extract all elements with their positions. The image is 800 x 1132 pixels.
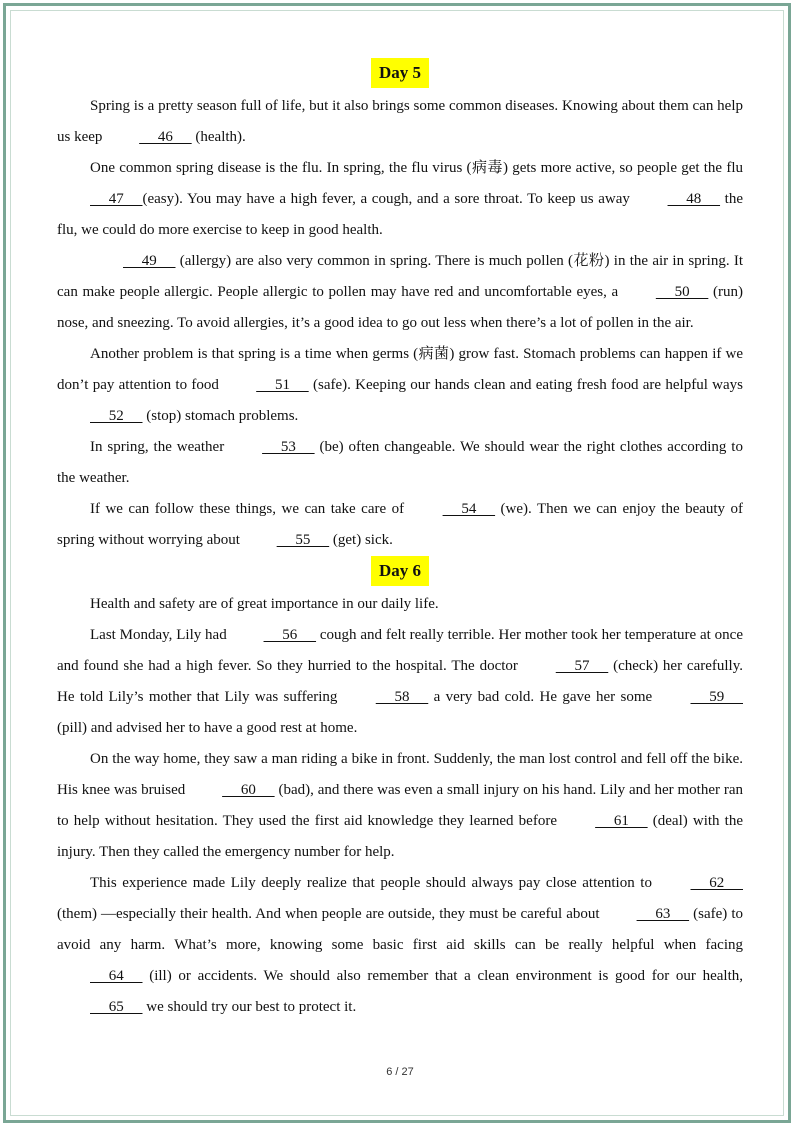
- passage-text: a very bad cold. He gave her some: [428, 689, 658, 705]
- day5-paragraph: [57, 494, 743, 556]
- passage-text: (be) often changeable. We should wear the right clothes according to the weather.: [57, 439, 743, 486]
- passage-text: Another problem is that spring is a time when germs (病菌) grow fast. Stomach problems can happen if we don’t pay attention to food: [57, 346, 743, 393]
- blank-57: 57: [555, 658, 609, 674]
- passage-text: we should try our best to protect it.: [142, 999, 357, 1015]
- day5-passage: [57, 91, 743, 556]
- day5-paragraph: [57, 246, 743, 339]
- day5-title: Day 5: [371, 58, 429, 88]
- day6-paragraph: [57, 744, 743, 868]
- blank-55: 55: [276, 532, 330, 548]
- blank-48: 48: [667, 191, 721, 207]
- day6-title: Day 6: [371, 556, 429, 586]
- passage-text: (run) nose, and sneezing. To avoid allergies, it’s a good idea to go out less when there’s a lot of pollen in the air.: [57, 284, 743, 331]
- blank-46: 46: [139, 129, 192, 145]
- day6-passage: [57, 589, 743, 1023]
- blank-56: 56: [263, 627, 317, 643]
- passage-text: (allergy) are also very common in spring. There is much pollen (花粉) in the air in spring. It can make people allergic. People allergic to pollen may have red and uncomfortable eyes, a: [57, 253, 743, 300]
- blank-47: 47: [90, 191, 143, 207]
- passage-text: (safe). Keeping our hands clean and eating fresh food are helpful ways: [308, 377, 743, 393]
- passage-text: (stop) stomach problems.: [142, 408, 299, 424]
- passage-text: Health and safety are of great importance in our daily life.: [90, 596, 439, 612]
- passage-text: (check) her carefully. He told Lily’s mother that Lily was suffering: [57, 658, 743, 705]
- passage-text: (health).: [191, 129, 246, 145]
- page-number-text: 6 / 27: [386, 1066, 414, 1078]
- day5-paragraph: [57, 91, 743, 153]
- blank-51: 51: [256, 377, 309, 393]
- day5-paragraph: [57, 153, 743, 246]
- blank-61: 61: [595, 813, 648, 829]
- passage-text: the flu, we could do more exercise to keep in good health.: [57, 191, 744, 238]
- day6-paragraph: [57, 589, 743, 620]
- passage-text: (safe) to avoid any harm. What’s more, knowing some basic first aid skills can be really helpful when facing: [57, 906, 743, 953]
- passage-text: (deal) with the injury. Then they called the emergency number for help.: [57, 813, 744, 860]
- day6-paragraph: [57, 868, 743, 1023]
- passage-text: This experience made Lily deeply realize that people should always pay close attention to: [90, 875, 658, 891]
- blank-62: 62: [690, 875, 743, 891]
- blank-49: 49: [123, 253, 176, 269]
- blank-53: 53: [262, 439, 315, 455]
- blank-59: 59: [690, 689, 743, 705]
- day5-paragraph: [57, 432, 743, 494]
- passage-text: (them) —especially their health. And when people are outside, they must be careful about: [57, 906, 604, 922]
- document-body: [57, 58, 743, 1023]
- day5-heading: [57, 58, 743, 91]
- blank-63: 63: [636, 906, 690, 922]
- passage-text: If we can follow these things, we can take care of: [90, 501, 410, 517]
- passage-text: (easy). You may have a high fever, a cough, and a sore throat. To keep us away: [142, 191, 635, 207]
- blank-65: 65: [90, 999, 143, 1015]
- passage-text: cough and felt really terrible. Her mother took her temperature at once and found she had a high fever. So they hurried to the hospital. The doctor: [57, 627, 743, 674]
- day5-paragraph: [57, 339, 743, 432]
- blank-58: 58: [375, 689, 429, 705]
- passage-text: Last Monday, Lily had: [90, 627, 231, 643]
- blank-64: 64: [90, 968, 143, 984]
- passage-text: (pill) and advised her to have a good rest at home.: [57, 720, 358, 736]
- blank-60: 60: [222, 782, 275, 798]
- passage-text: (we). Then we can enjoy the beauty of spring without worrying about: [57, 501, 744, 548]
- passage-text: (bad), and there was even a small injury on his hand. Lily and her mother ran to help without hesitation. They used the first aid knowledge they learned before: [57, 782, 743, 829]
- blank-52: 52: [90, 408, 143, 424]
- blank-54: 54: [442, 501, 496, 517]
- passage-text: Spring is a pretty season full of life, but it also brings some common diseases. Knowing about them can help us keep: [57, 98, 743, 145]
- passage-text: (get) sick.: [329, 532, 393, 548]
- passage-text: On the way home, they saw a man riding a bike in front. Suddenly, the man lost control and fell off the bike. His knee was bruised: [57, 751, 743, 798]
- passage-text: One common spring disease is the flu. In spring, the flu virus (病毒) gets more active, so people get the flu: [90, 160, 743, 176]
- passage-text: In spring, the weather: [90, 439, 230, 455]
- page-number: [0, 1066, 800, 1078]
- passage-text: (ill) or accidents. We should also remember that a clean environment is good for our health,: [142, 968, 743, 984]
- day6-heading: [57, 556, 743, 589]
- day6-paragraph: [57, 620, 743, 744]
- blank-50: 50: [655, 284, 709, 300]
